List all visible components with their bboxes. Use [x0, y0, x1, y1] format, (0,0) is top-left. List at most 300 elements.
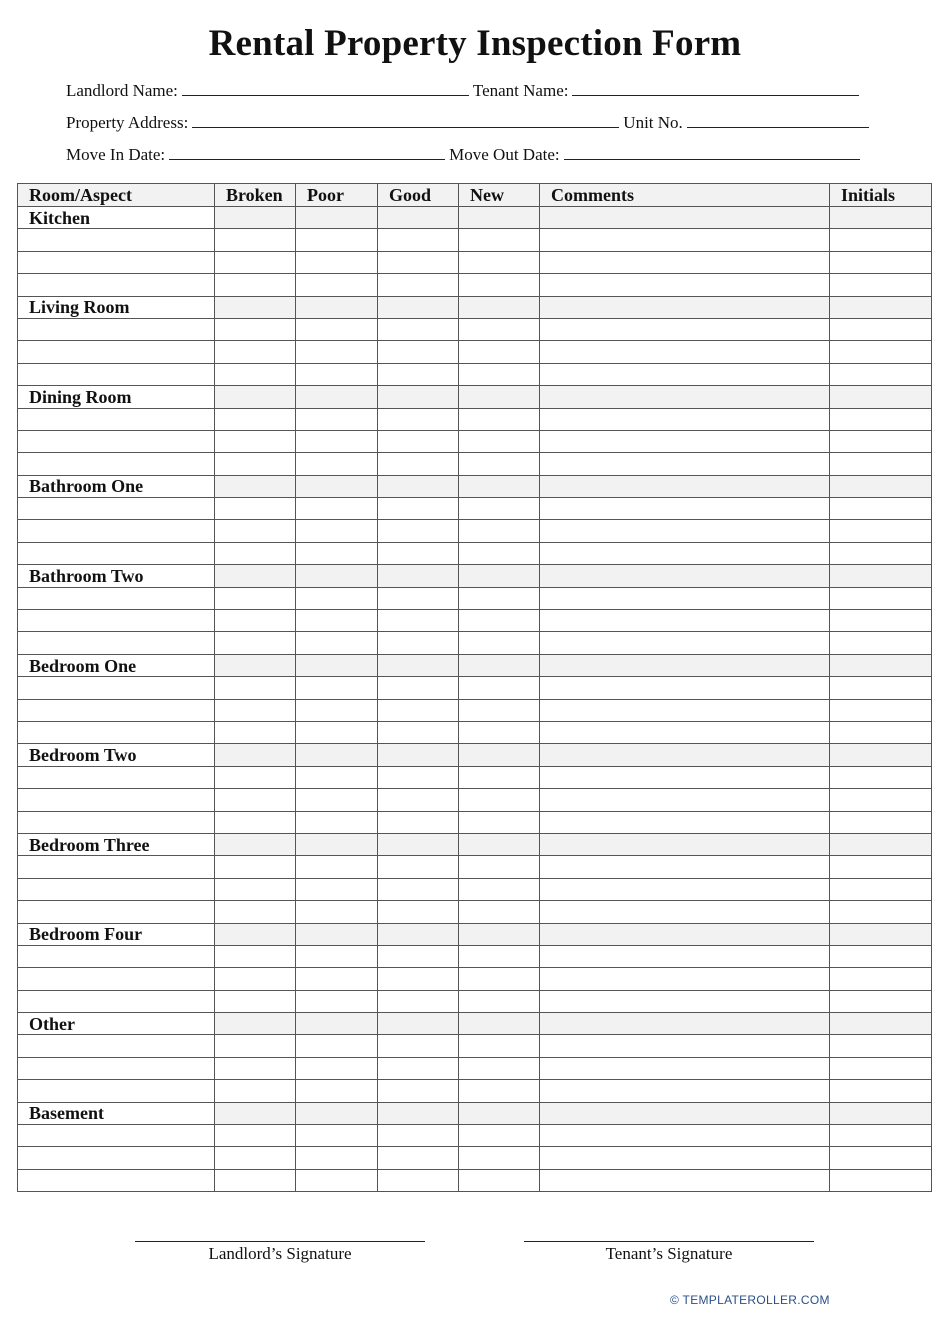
room-cell[interactable]	[18, 677, 215, 699]
initials-cell[interactable]	[830, 610, 932, 632]
comments-cell[interactable]	[540, 453, 830, 475]
comments-cell[interactable]	[540, 1080, 830, 1102]
comments-cell[interactable]	[540, 430, 830, 452]
comments-cell[interactable]	[540, 721, 830, 743]
good-cell[interactable]	[378, 945, 459, 967]
room-initials-cell[interactable]	[830, 744, 932, 766]
new-cell[interactable]	[459, 430, 540, 452]
comments-cell[interactable]	[540, 1169, 830, 1191]
tenant-name-field[interactable]	[572, 78, 859, 96]
broken-cell[interactable]	[215, 520, 296, 542]
comments-cell[interactable]	[540, 587, 830, 609]
room-initials-cell[interactable]	[830, 1013, 932, 1035]
room-broken-cell[interactable]	[215, 833, 296, 855]
good-cell[interactable]	[378, 789, 459, 811]
good-cell[interactable]	[378, 1125, 459, 1147]
initials-cell[interactable]	[830, 878, 932, 900]
initials-cell[interactable]	[830, 363, 932, 385]
poor-cell[interactable]	[296, 430, 378, 452]
initials-cell[interactable]	[830, 766, 932, 788]
initials-cell[interactable]	[830, 587, 932, 609]
initials-cell[interactable]	[830, 1035, 932, 1057]
good-cell[interactable]	[378, 274, 459, 296]
good-cell[interactable]	[378, 632, 459, 654]
room-good-cell[interactable]	[378, 565, 459, 587]
room-new-cell[interactable]	[459, 923, 540, 945]
new-cell[interactable]	[459, 945, 540, 967]
poor-cell[interactable]	[296, 1080, 378, 1102]
room-poor-cell[interactable]	[296, 1013, 378, 1035]
broken-cell[interactable]	[215, 811, 296, 833]
initials-cell[interactable]	[830, 677, 932, 699]
broken-cell[interactable]	[215, 721, 296, 743]
comments-cell[interactable]	[540, 677, 830, 699]
poor-cell[interactable]	[296, 677, 378, 699]
room-cell[interactable]	[18, 990, 215, 1012]
property-address-field[interactable]	[192, 110, 619, 128]
good-cell[interactable]	[378, 721, 459, 743]
room-poor-cell[interactable]	[296, 386, 378, 408]
room-initials-cell[interactable]	[830, 923, 932, 945]
room-poor-cell[interactable]	[296, 654, 378, 676]
good-cell[interactable]	[378, 498, 459, 520]
initials-cell[interactable]	[830, 453, 932, 475]
broken-cell[interactable]	[215, 408, 296, 430]
initials-cell[interactable]	[830, 520, 932, 542]
initials-cell[interactable]	[830, 945, 932, 967]
comments-cell[interactable]	[540, 341, 830, 363]
room-cell[interactable]	[18, 1080, 215, 1102]
room-initials-cell[interactable]	[830, 207, 932, 229]
room-new-cell[interactable]	[459, 1013, 540, 1035]
poor-cell[interactable]	[296, 587, 378, 609]
broken-cell[interactable]	[215, 453, 296, 475]
good-cell[interactable]	[378, 229, 459, 251]
room-cell[interactable]	[18, 1035, 215, 1057]
room-poor-cell[interactable]	[296, 296, 378, 318]
footer-copyright[interactable]: © TEMPLATEROLLER.COM	[670, 1293, 830, 1307]
room-initials-cell[interactable]	[830, 296, 932, 318]
initials-cell[interactable]	[830, 699, 932, 721]
landlord-name-field[interactable]	[182, 78, 469, 96]
initials-cell[interactable]	[830, 251, 932, 273]
room-cell[interactable]	[18, 363, 215, 385]
poor-cell[interactable]	[296, 789, 378, 811]
room-new-cell[interactable]	[459, 475, 540, 497]
new-cell[interactable]	[459, 699, 540, 721]
poor-cell[interactable]	[296, 341, 378, 363]
broken-cell[interactable]	[215, 229, 296, 251]
room-comments-cell[interactable]	[540, 923, 830, 945]
room-good-cell[interactable]	[378, 1102, 459, 1124]
poor-cell[interactable]	[296, 811, 378, 833]
room-poor-cell[interactable]	[296, 833, 378, 855]
room-cell[interactable]	[18, 968, 215, 990]
initials-cell[interactable]	[830, 811, 932, 833]
good-cell[interactable]	[378, 699, 459, 721]
broken-cell[interactable]	[215, 856, 296, 878]
comments-cell[interactable]	[540, 1057, 830, 1079]
room-poor-cell[interactable]	[296, 475, 378, 497]
new-cell[interactable]	[459, 363, 540, 385]
room-cell[interactable]	[18, 878, 215, 900]
good-cell[interactable]	[378, 363, 459, 385]
room-comments-cell[interactable]	[540, 386, 830, 408]
poor-cell[interactable]	[296, 408, 378, 430]
room-cell[interactable]	[18, 1057, 215, 1079]
new-cell[interactable]	[459, 1169, 540, 1191]
room-initials-cell[interactable]	[830, 833, 932, 855]
initials-cell[interactable]	[830, 1147, 932, 1169]
initials-cell[interactable]	[830, 408, 932, 430]
room-cell[interactable]	[18, 811, 215, 833]
new-cell[interactable]	[459, 721, 540, 743]
room-cell[interactable]	[18, 430, 215, 452]
new-cell[interactable]	[459, 453, 540, 475]
room-comments-cell[interactable]	[540, 744, 830, 766]
good-cell[interactable]	[378, 1080, 459, 1102]
good-cell[interactable]	[378, 968, 459, 990]
tenant-signature-line[interactable]	[524, 1241, 814, 1242]
room-new-cell[interactable]	[459, 833, 540, 855]
good-cell[interactable]	[378, 766, 459, 788]
room-broken-cell[interactable]	[215, 923, 296, 945]
room-broken-cell[interactable]	[215, 296, 296, 318]
room-good-cell[interactable]	[378, 744, 459, 766]
initials-cell[interactable]	[830, 632, 932, 654]
room-cell[interactable]	[18, 610, 215, 632]
poor-cell[interactable]	[296, 766, 378, 788]
initials-cell[interactable]	[830, 430, 932, 452]
room-poor-cell[interactable]	[296, 1102, 378, 1124]
comments-cell[interactable]	[540, 318, 830, 340]
move-out-date-field[interactable]	[564, 142, 860, 160]
comments-cell[interactable]	[540, 878, 830, 900]
room-initials-cell[interactable]	[830, 654, 932, 676]
new-cell[interactable]	[459, 542, 540, 564]
room-comments-cell[interactable]	[540, 654, 830, 676]
good-cell[interactable]	[378, 856, 459, 878]
room-comments-cell[interactable]	[540, 833, 830, 855]
new-cell[interactable]	[459, 901, 540, 923]
room-cell[interactable]	[18, 251, 215, 273]
broken-cell[interactable]	[215, 968, 296, 990]
room-new-cell[interactable]	[459, 386, 540, 408]
room-broken-cell[interactable]	[215, 207, 296, 229]
comments-cell[interactable]	[540, 251, 830, 273]
room-cell[interactable]	[18, 721, 215, 743]
comments-cell[interactable]	[540, 520, 830, 542]
comments-cell[interactable]	[540, 856, 830, 878]
broken-cell[interactable]	[215, 610, 296, 632]
poor-cell[interactable]	[296, 990, 378, 1012]
room-cell[interactable]	[18, 1169, 215, 1191]
move-in-date-field[interactable]	[169, 142, 445, 160]
room-cell[interactable]	[18, 1147, 215, 1169]
poor-cell[interactable]	[296, 856, 378, 878]
room-broken-cell[interactable]	[215, 386, 296, 408]
comments-cell[interactable]	[540, 274, 830, 296]
comments-cell[interactable]	[540, 1035, 830, 1057]
broken-cell[interactable]	[215, 677, 296, 699]
comments-cell[interactable]	[540, 901, 830, 923]
room-new-cell[interactable]	[459, 1102, 540, 1124]
poor-cell[interactable]	[296, 968, 378, 990]
room-good-cell[interactable]	[378, 207, 459, 229]
room-cell[interactable]	[18, 1125, 215, 1147]
room-comments-cell[interactable]	[540, 475, 830, 497]
comments-cell[interactable]	[540, 811, 830, 833]
initials-cell[interactable]	[830, 341, 932, 363]
comments-cell[interactable]	[540, 229, 830, 251]
good-cell[interactable]	[378, 1057, 459, 1079]
broken-cell[interactable]	[215, 901, 296, 923]
room-comments-cell[interactable]	[540, 565, 830, 587]
poor-cell[interactable]	[296, 610, 378, 632]
poor-cell[interactable]	[296, 274, 378, 296]
new-cell[interactable]	[459, 856, 540, 878]
poor-cell[interactable]	[296, 721, 378, 743]
room-new-cell[interactable]	[459, 207, 540, 229]
initials-cell[interactable]	[830, 789, 932, 811]
good-cell[interactable]	[378, 430, 459, 452]
room-good-cell[interactable]	[378, 386, 459, 408]
broken-cell[interactable]	[215, 318, 296, 340]
room-new-cell[interactable]	[459, 744, 540, 766]
room-cell[interactable]	[18, 901, 215, 923]
room-cell[interactable]	[18, 789, 215, 811]
comments-cell[interactable]	[540, 945, 830, 967]
room-initials-cell[interactable]	[830, 386, 932, 408]
poor-cell[interactable]	[296, 363, 378, 385]
room-good-cell[interactable]	[378, 1013, 459, 1035]
good-cell[interactable]	[378, 341, 459, 363]
room-cell[interactable]	[18, 318, 215, 340]
new-cell[interactable]	[459, 408, 540, 430]
new-cell[interactable]	[459, 274, 540, 296]
comments-cell[interactable]	[540, 610, 830, 632]
good-cell[interactable]	[378, 1169, 459, 1191]
room-cell[interactable]	[18, 587, 215, 609]
poor-cell[interactable]	[296, 498, 378, 520]
broken-cell[interactable]	[215, 1057, 296, 1079]
broken-cell[interactable]	[215, 1147, 296, 1169]
comments-cell[interactable]	[540, 632, 830, 654]
new-cell[interactable]	[459, 990, 540, 1012]
room-initials-cell[interactable]	[830, 565, 932, 587]
broken-cell[interactable]	[215, 945, 296, 967]
initials-cell[interactable]	[830, 498, 932, 520]
room-cell[interactable]	[18, 766, 215, 788]
new-cell[interactable]	[459, 632, 540, 654]
room-good-cell[interactable]	[378, 654, 459, 676]
poor-cell[interactable]	[296, 1057, 378, 1079]
good-cell[interactable]	[378, 453, 459, 475]
comments-cell[interactable]	[540, 408, 830, 430]
room-cell[interactable]	[18, 453, 215, 475]
new-cell[interactable]	[459, 1147, 540, 1169]
initials-cell[interactable]	[830, 1057, 932, 1079]
room-cell[interactable]	[18, 945, 215, 967]
initials-cell[interactable]	[830, 229, 932, 251]
room-cell[interactable]	[18, 498, 215, 520]
poor-cell[interactable]	[296, 229, 378, 251]
broken-cell[interactable]	[215, 363, 296, 385]
broken-cell[interactable]	[215, 1080, 296, 1102]
broken-cell[interactable]	[215, 274, 296, 296]
new-cell[interactable]	[459, 766, 540, 788]
new-cell[interactable]	[459, 251, 540, 273]
unit-no-field[interactable]	[687, 110, 869, 128]
poor-cell[interactable]	[296, 251, 378, 273]
broken-cell[interactable]	[215, 498, 296, 520]
good-cell[interactable]	[378, 1147, 459, 1169]
good-cell[interactable]	[378, 1035, 459, 1057]
room-broken-cell[interactable]	[215, 1013, 296, 1035]
poor-cell[interactable]	[296, 453, 378, 475]
good-cell[interactable]	[378, 587, 459, 609]
new-cell[interactable]	[459, 1080, 540, 1102]
room-poor-cell[interactable]	[296, 923, 378, 945]
broken-cell[interactable]	[215, 587, 296, 609]
comments-cell[interactable]	[540, 990, 830, 1012]
broken-cell[interactable]	[215, 430, 296, 452]
broken-cell[interactable]	[215, 789, 296, 811]
comments-cell[interactable]	[540, 1147, 830, 1169]
broken-cell[interactable]	[215, 878, 296, 900]
initials-cell[interactable]	[830, 856, 932, 878]
good-cell[interactable]	[378, 408, 459, 430]
good-cell[interactable]	[378, 901, 459, 923]
good-cell[interactable]	[378, 318, 459, 340]
broken-cell[interactable]	[215, 766, 296, 788]
poor-cell[interactable]	[296, 318, 378, 340]
room-cell[interactable]	[18, 229, 215, 251]
room-new-cell[interactable]	[459, 296, 540, 318]
room-new-cell[interactable]	[459, 654, 540, 676]
broken-cell[interactable]	[215, 341, 296, 363]
room-broken-cell[interactable]	[215, 565, 296, 587]
new-cell[interactable]	[459, 318, 540, 340]
room-broken-cell[interactable]	[215, 1102, 296, 1124]
poor-cell[interactable]	[296, 901, 378, 923]
poor-cell[interactable]	[296, 699, 378, 721]
room-comments-cell[interactable]	[540, 1102, 830, 1124]
room-initials-cell[interactable]	[830, 475, 932, 497]
initials-cell[interactable]	[830, 990, 932, 1012]
comments-cell[interactable]	[540, 699, 830, 721]
new-cell[interactable]	[459, 498, 540, 520]
new-cell[interactable]	[459, 968, 540, 990]
broken-cell[interactable]	[215, 251, 296, 273]
room-poor-cell[interactable]	[296, 565, 378, 587]
poor-cell[interactable]	[296, 1125, 378, 1147]
comments-cell[interactable]	[540, 542, 830, 564]
room-cell[interactable]	[18, 520, 215, 542]
initials-cell[interactable]	[830, 318, 932, 340]
comments-cell[interactable]	[540, 968, 830, 990]
broken-cell[interactable]	[215, 632, 296, 654]
room-comments-cell[interactable]	[540, 296, 830, 318]
new-cell[interactable]	[459, 1057, 540, 1079]
room-good-cell[interactable]	[378, 833, 459, 855]
poor-cell[interactable]	[296, 1035, 378, 1057]
room-good-cell[interactable]	[378, 923, 459, 945]
room-broken-cell[interactable]	[215, 744, 296, 766]
initials-cell[interactable]	[830, 901, 932, 923]
poor-cell[interactable]	[296, 520, 378, 542]
room-broken-cell[interactable]	[215, 475, 296, 497]
comments-cell[interactable]	[540, 1125, 830, 1147]
poor-cell[interactable]	[296, 945, 378, 967]
poor-cell[interactable]	[296, 632, 378, 654]
good-cell[interactable]	[378, 610, 459, 632]
good-cell[interactable]	[378, 878, 459, 900]
poor-cell[interactable]	[296, 1147, 378, 1169]
room-poor-cell[interactable]	[296, 207, 378, 229]
room-initials-cell[interactable]	[830, 1102, 932, 1124]
broken-cell[interactable]	[215, 1035, 296, 1057]
room-good-cell[interactable]	[378, 475, 459, 497]
comments-cell[interactable]	[540, 766, 830, 788]
poor-cell[interactable]	[296, 878, 378, 900]
initials-cell[interactable]	[830, 968, 932, 990]
new-cell[interactable]	[459, 229, 540, 251]
room-cell[interactable]	[18, 856, 215, 878]
landlord-signature-line[interactable]	[135, 1241, 425, 1242]
new-cell[interactable]	[459, 520, 540, 542]
room-broken-cell[interactable]	[215, 654, 296, 676]
broken-cell[interactable]	[215, 990, 296, 1012]
good-cell[interactable]	[378, 677, 459, 699]
new-cell[interactable]	[459, 811, 540, 833]
new-cell[interactable]	[459, 341, 540, 363]
broken-cell[interactable]	[215, 699, 296, 721]
initials-cell[interactable]	[830, 274, 932, 296]
new-cell[interactable]	[459, 587, 540, 609]
room-cell[interactable]	[18, 632, 215, 654]
room-comments-cell[interactable]	[540, 1013, 830, 1035]
comments-cell[interactable]	[540, 363, 830, 385]
good-cell[interactable]	[378, 520, 459, 542]
room-cell[interactable]	[18, 408, 215, 430]
room-poor-cell[interactable]	[296, 744, 378, 766]
room-cell[interactable]	[18, 542, 215, 564]
room-cell[interactable]	[18, 699, 215, 721]
comments-cell[interactable]	[540, 498, 830, 520]
room-good-cell[interactable]	[378, 296, 459, 318]
initials-cell[interactable]	[830, 542, 932, 564]
initials-cell[interactable]	[830, 1080, 932, 1102]
room-cell[interactable]	[18, 341, 215, 363]
new-cell[interactable]	[459, 1035, 540, 1057]
good-cell[interactable]	[378, 542, 459, 564]
good-cell[interactable]	[378, 811, 459, 833]
poor-cell[interactable]	[296, 542, 378, 564]
room-cell[interactable]	[18, 274, 215, 296]
good-cell[interactable]	[378, 251, 459, 273]
new-cell[interactable]	[459, 677, 540, 699]
initials-cell[interactable]	[830, 721, 932, 743]
initials-cell[interactable]	[830, 1125, 932, 1147]
broken-cell[interactable]	[215, 1125, 296, 1147]
good-cell[interactable]	[378, 990, 459, 1012]
broken-cell[interactable]	[215, 542, 296, 564]
room-new-cell[interactable]	[459, 565, 540, 587]
new-cell[interactable]	[459, 878, 540, 900]
poor-cell[interactable]	[296, 1169, 378, 1191]
new-cell[interactable]	[459, 1125, 540, 1147]
